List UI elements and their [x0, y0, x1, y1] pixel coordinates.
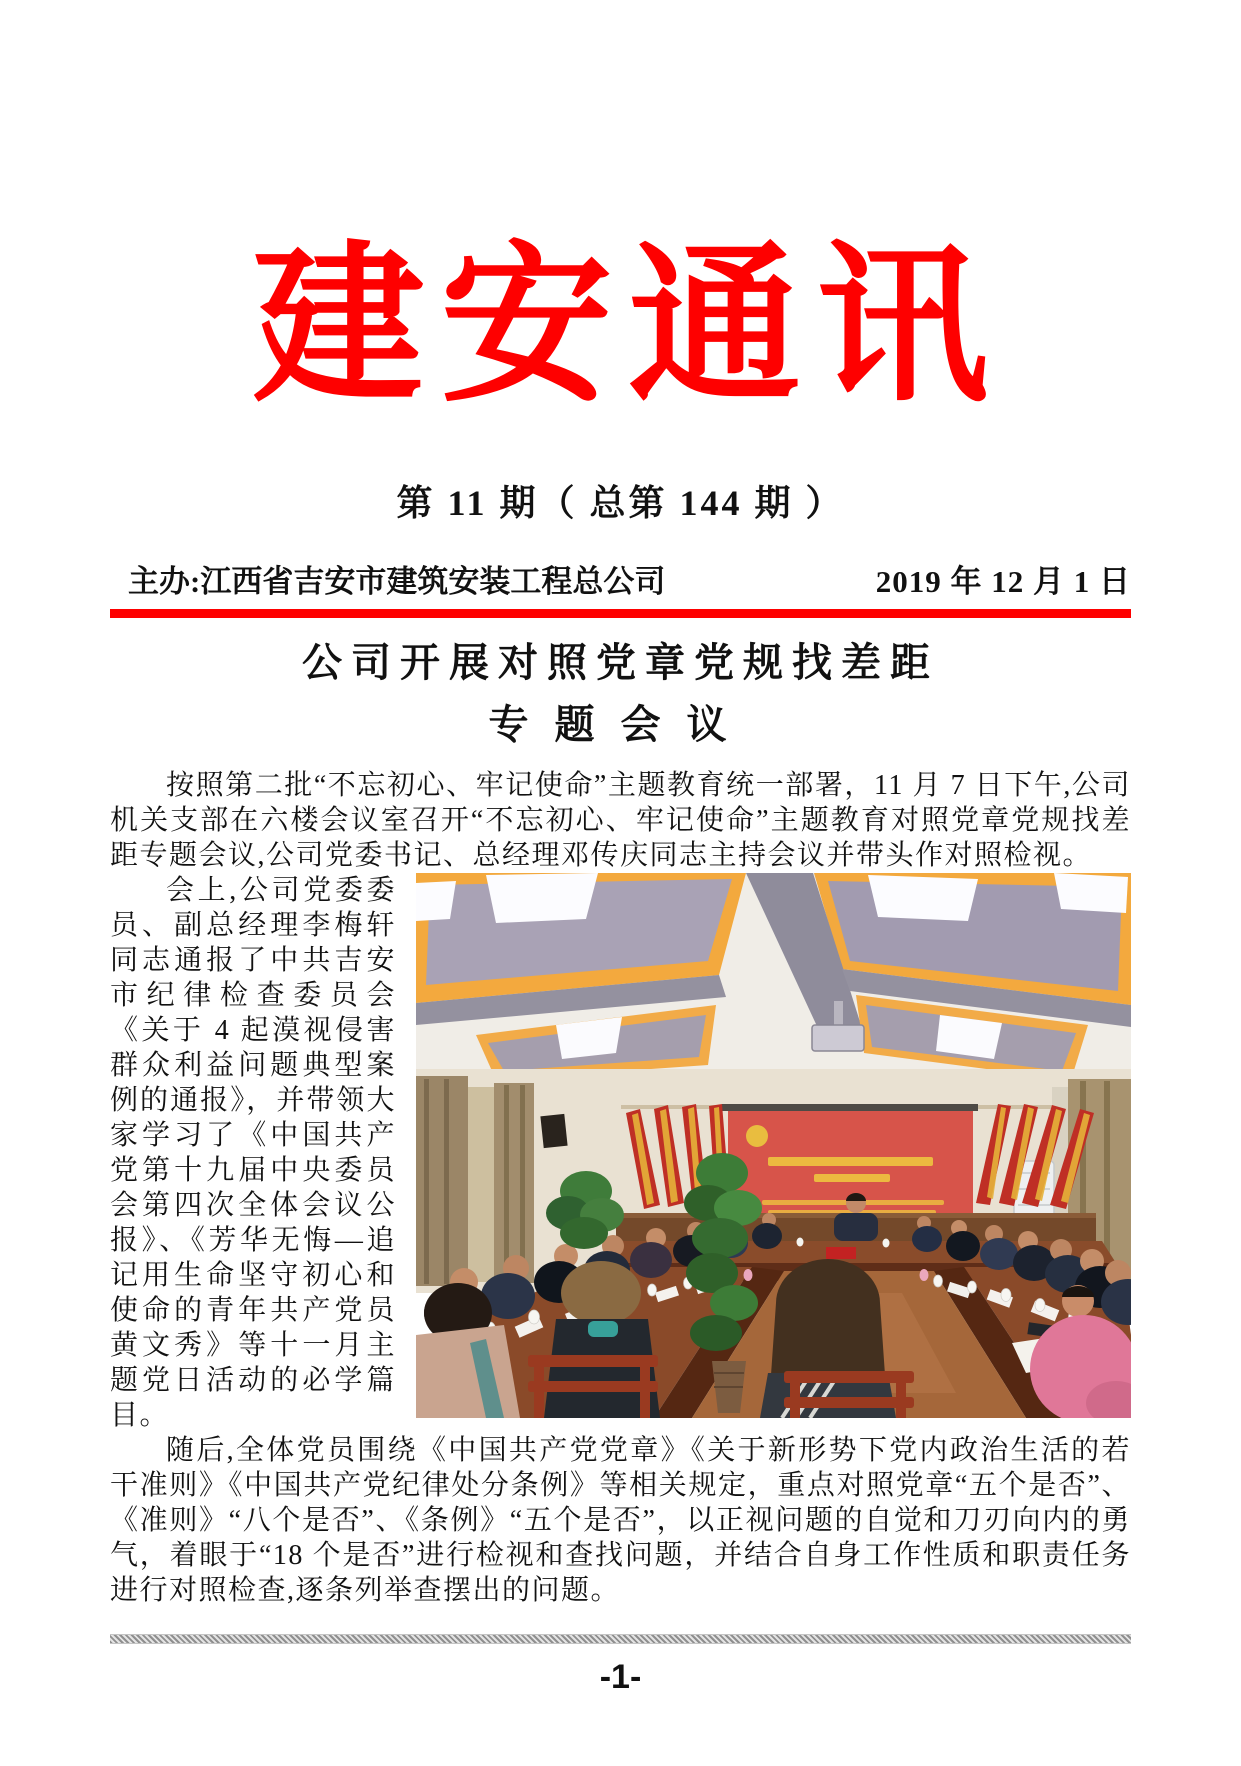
masthead-title: 建安通讯: [252, 230, 1005, 422]
article-title: [110, 632, 1131, 756]
publisher-row: [110, 556, 1131, 601]
issue-line: 第 11 期（ 总第 144 期 ）: [396, 482, 845, 523]
paragraph-3: 随后,全体党员围绕《中国共产党党章》《关于新形势下党内政治生活的若干准则》《中国共产党纪律处分条例》等相关规定，重点对照党章“五个是否”、《准则》“八个是否”、《条例》“五个是否”，以正视问题的自觉和刀刃向内的勇气，着眼于“18 个是否”进行检视和查找问题，并结合自身工作性质和职责任务进行对照检查,逐条列举查摆出的问题。: [110, 1434, 1131, 1606]
article-title-line2: 专题会议: [488, 701, 753, 747]
paragraph-1: 按照第二批“不忘初心、牢记使命”主题教育统一部署，11 月 7 日下午,公司机关支部在六楼会议室召开“不忘初心、牢记使命”主题教育对照党章党规找差距专题会议,公司党委书记、总经理邓传庆同志主持会议并带头作对照检视。: [110, 769, 1131, 871]
meeting-photo: [416, 873, 1131, 1418]
article-title-line1: 公司开展对照党章党规找差距: [302, 639, 939, 685]
masthead-divider: [110, 609, 1131, 618]
article-body: [110, 768, 1131, 1608]
page-number: -1-: [599, 1657, 642, 1696]
publisher-name: 主办:江西省吉安市建筑安装工程总公司: [128, 563, 666, 599]
issue-date: 2019 年 12 月 1 日: [875, 563, 1131, 599]
meeting-photo-illustration: [416, 873, 1131, 1418]
footer-divider: [110, 1634, 1131, 1644]
paragraph-2: 会上,公司党委委员、副总经理李梅轩同志通报了中共吉安市纪律检查委员会《关于 4 起漠视侵害群众利益问题典型案例的通报》，并带领大家学习了《中国共产党第十九届中央委员会第四次全体会议公报》、《芳华无悔—追记用生命坚守初心和使命的青年共产党员黄文秀》等十一月主题党日活动的必学篇目。: [110, 874, 396, 1431]
